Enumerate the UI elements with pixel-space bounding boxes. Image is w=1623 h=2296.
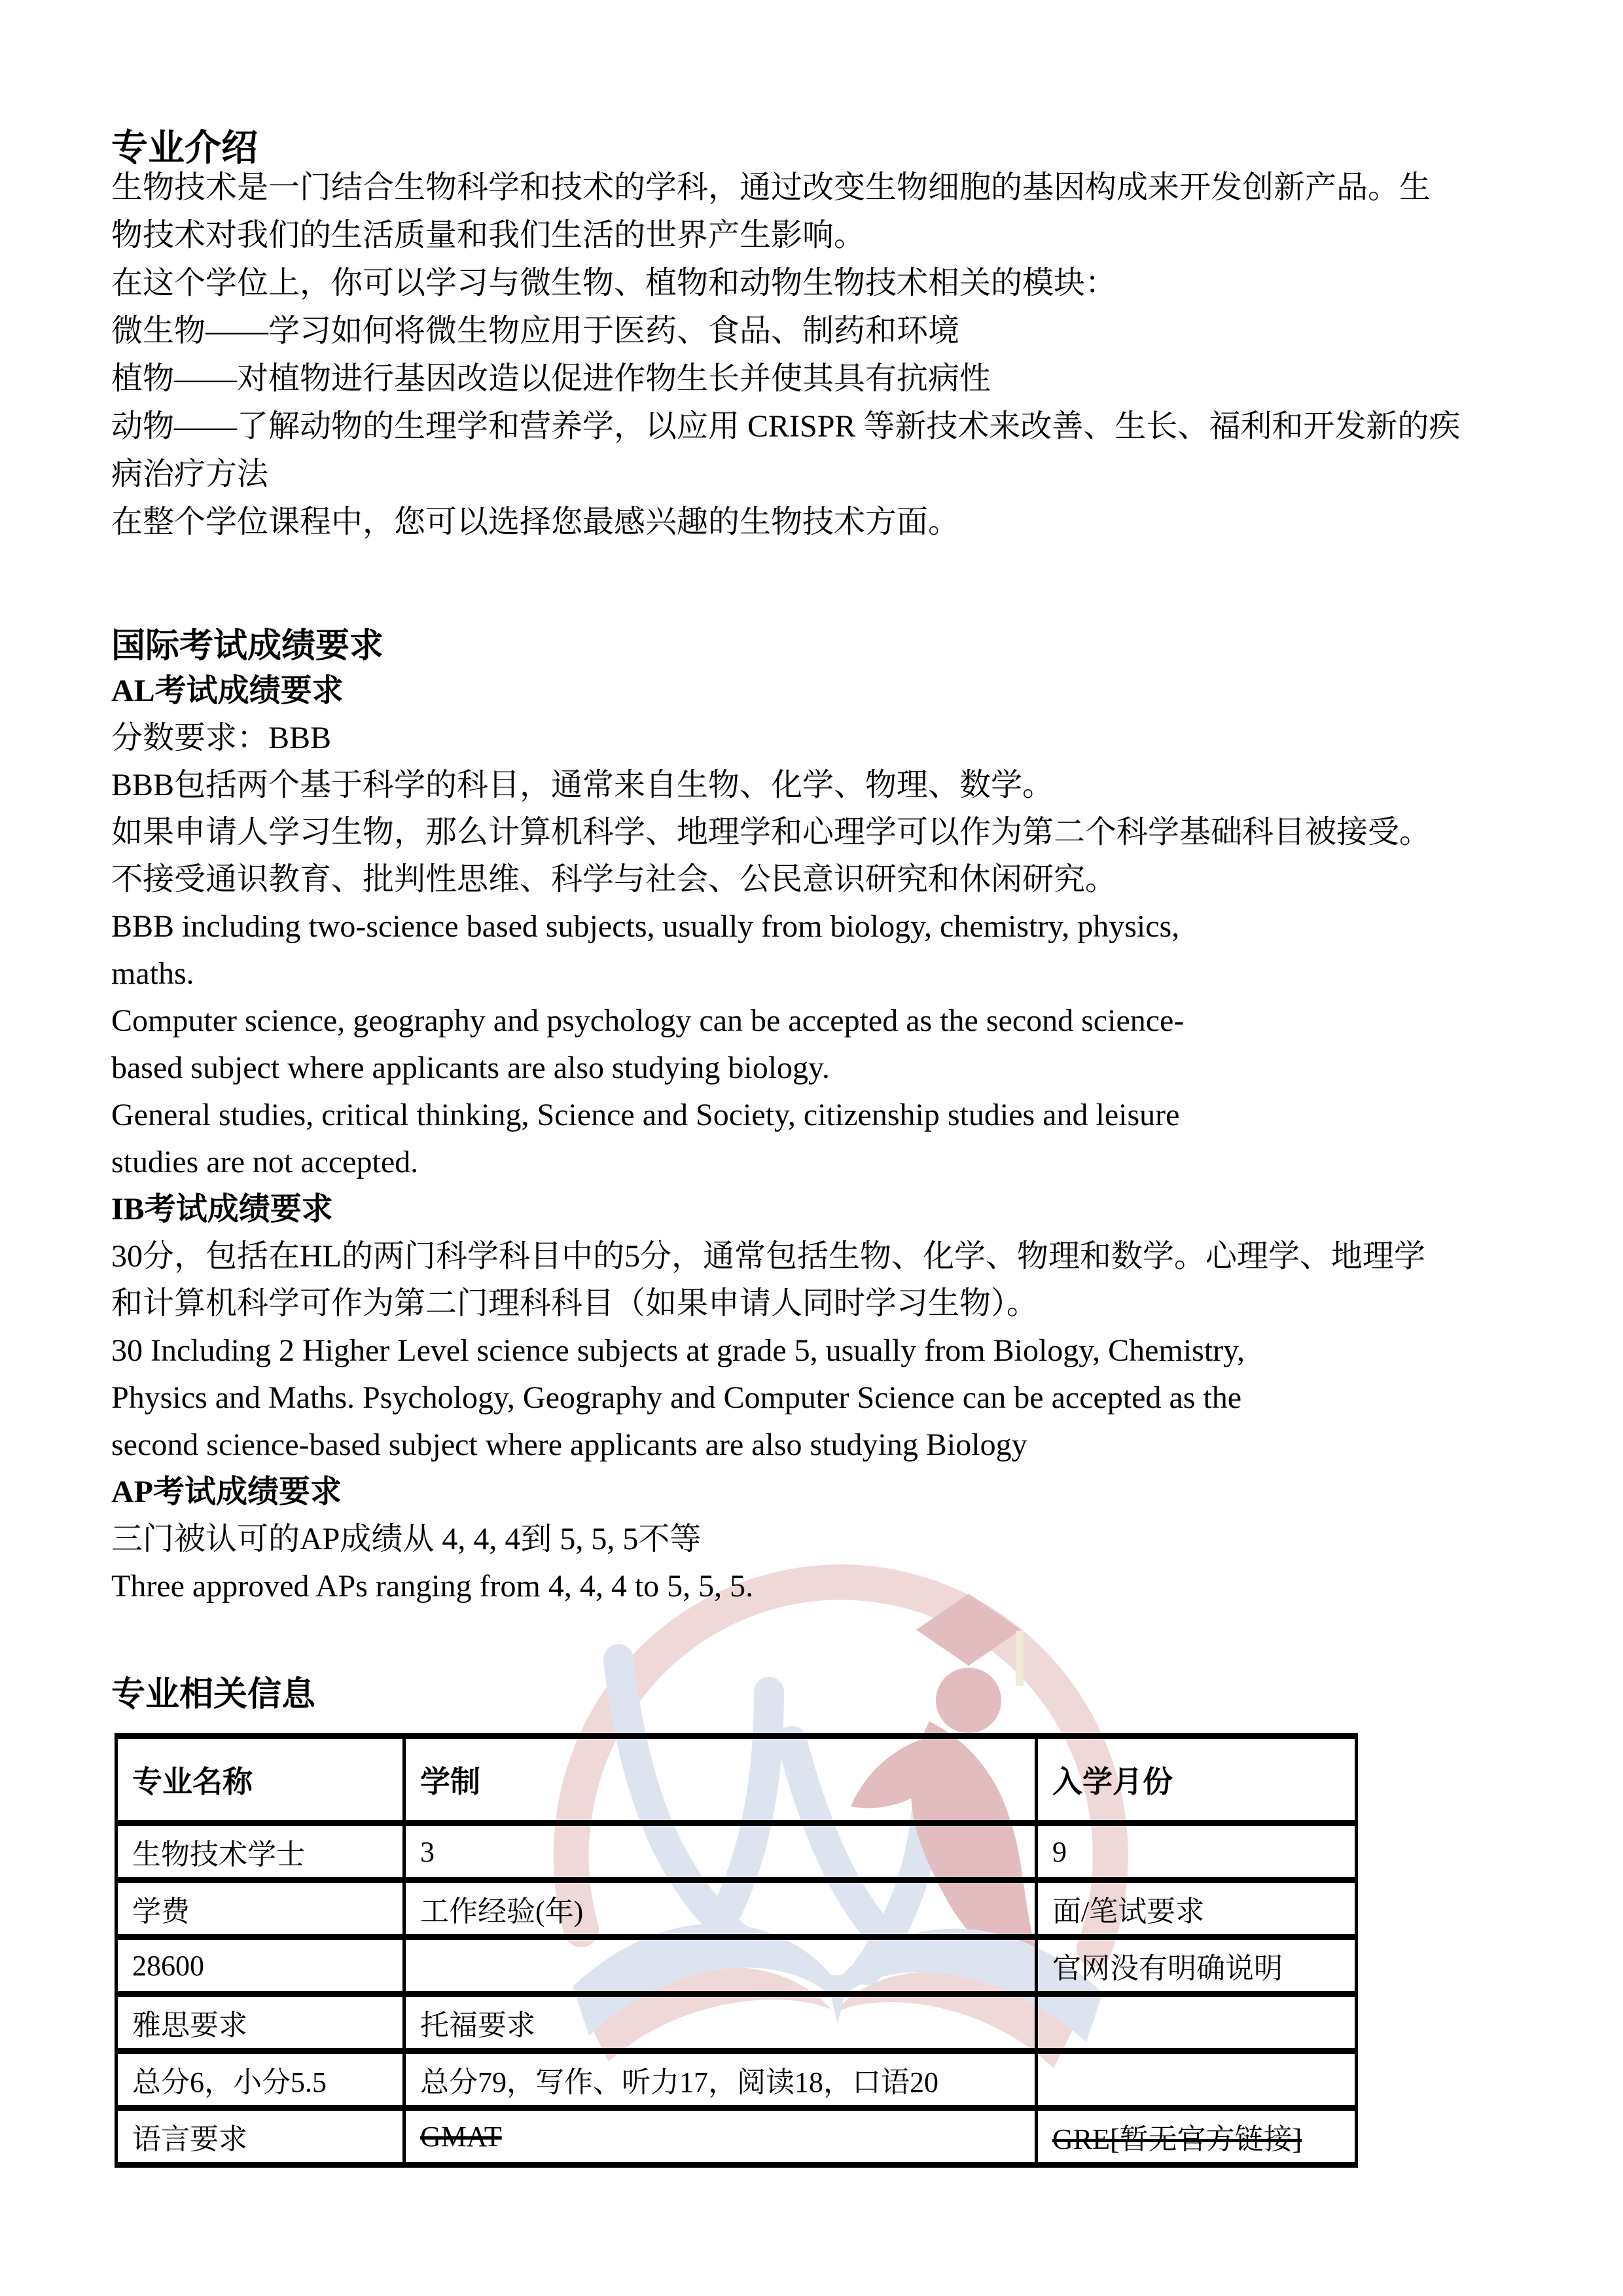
table-cell: 学费	[116, 1880, 404, 1937]
text-line: 病治疗方法	[111, 457, 269, 492]
table-cell: 官网没有明确说明	[1037, 1937, 1357, 1994]
text-line: Three approved APs ranging from 4, 4, 4 to 5, 5, 5.	[111, 1569, 754, 1604]
table-row	[116, 1880, 1357, 1937]
table-cell	[404, 1937, 1037, 1994]
table-cell: 工作经验(年)	[404, 1880, 1037, 1937]
program-info-table	[115, 1733, 1358, 2168]
table-body	[116, 1736, 1357, 2165]
text-line: 不接受通识教育、批判性思维、科学与社会、公民意识研究和休闲研究。	[111, 862, 1117, 897]
table-header-cell: 学制	[404, 1736, 1037, 1823]
section-title-intro: 专业介绍	[111, 128, 258, 169]
table-cell: 托福要求	[404, 1994, 1037, 2051]
text-line: Physics and Maths. Psychology, Geography and Computer Science can be accepted as the	[111, 1380, 1242, 1415]
text-line: 在这个学位上，你可以学习与微生物、植物和动物生物技术相关的模块：	[111, 266, 1117, 300]
text-line: BBB including two-science based subjects, usually from biology, chemistry, physics,	[111, 909, 1180, 944]
text-line: 物技术对我们的生活质量和我们生活的世界产生影响。	[111, 218, 866, 253]
table-cell: 雅思要求	[116, 1994, 404, 2051]
section-title-program-info: 专业相关信息	[111, 1676, 316, 1713]
text-line: maths.	[111, 956, 194, 991]
text-line: 三门被认可的AP成绩从 4, 4, 4到 5, 5, 5不等	[111, 1522, 702, 1556]
table-row	[116, 2108, 1357, 2165]
table-cell: GRE[暂无官方链接]	[1037, 2108, 1357, 2165]
table-row	[116, 1937, 1357, 1994]
table-row	[116, 2051, 1357, 2108]
text-line: 分数要求：BBB	[111, 721, 332, 755]
text-line: studies are not accepted.	[111, 1145, 419, 1179]
section-title-exam-requirements: 国际考试成绩要求	[111, 628, 384, 665]
table-cell	[1037, 2051, 1357, 2108]
text-line: 微生物——学习如何将微生物应用于医药、食品、制药和环境	[111, 314, 960, 348]
text-line: 动物——了解动物的生理学和营养学，以应用 CRISPR 等新技术来改善、生长、福利和开发新的疾	[111, 409, 1461, 444]
table-cell: GMAT	[404, 2108, 1037, 2165]
table-cell: 生物技术学士	[116, 1823, 404, 1880]
table-cell: 语言要求	[116, 2108, 404, 2165]
table-header-cell: 入学月份	[1037, 1736, 1357, 1823]
text-line: 30 Including 2 Higher Level science subjects at grade 5, usually from Biology, Chemistry,	[111, 1333, 1245, 1368]
text-line: 如果申请人学习生物，那么计算机科学、地理学和心理学可以作为第二个科学基础科目被接受。	[111, 815, 1431, 850]
text-line: AL考试成绩要求	[111, 673, 344, 708]
text-line: 生物技术是一门结合生物科学和技术的学科，通过改变生物细胞的基因构成来开发创新产品。生	[111, 170, 1431, 205]
exam-requirements-text	[111, 668, 1531, 1610]
text-line: based subject where applicants are also studying biology.	[111, 1050, 830, 1085]
intro-paragraph	[111, 164, 1531, 546]
table-header-cell: 专业名称	[116, 1736, 404, 1823]
text-line: General studies, critical thinking, Science and Society, citizenship studies and leisure	[111, 1098, 1180, 1132]
text-line: second science-based subject where applicants are also studying Biology	[111, 1427, 1027, 1462]
text-line: AP考试成绩要求	[111, 1475, 342, 1509]
text-line: 30分，包括在HL的两门科学科目中的5分，通常包括生物、化学、物理和数学。心理学、地理学	[111, 1239, 1425, 1274]
table-cell: 3	[404, 1823, 1037, 1880]
text-line: 在整个学位课程中，您可以选择您最感兴趣的生物技术方面。	[111, 505, 960, 539]
table-cell: 总分6，小分5.5	[116, 2051, 404, 2108]
table-header-row	[116, 1736, 1357, 1823]
table-row	[116, 1823, 1357, 1880]
table-cell: 总分79，写作、听力17，阅读18，口语20	[404, 2051, 1037, 2108]
text-line: 植物——对植物进行基因改造以促进作物生长并使其具有抗病性	[111, 361, 991, 396]
text-line: IB考试成绩要求	[111, 1192, 333, 1227]
text-line: Computer science, geography and psychology can be accepted as the second science-	[111, 1003, 1185, 1038]
table-cell: 28600	[116, 1937, 404, 1994]
text-line: BBB包括两个基于科学的科目，通常来自生物、化学、物理、数学。	[111, 768, 1054, 802]
table-cell	[1037, 1994, 1357, 2051]
table-cell: 面/笔试要求	[1037, 1880, 1357, 1937]
table-cell: 9	[1037, 1823, 1357, 1880]
table-row	[116, 1994, 1357, 2051]
text-line: 和计算机科学可作为第二门理科科目（如果申请人同时学习生物）。	[111, 1286, 1039, 1321]
tassel-shape	[1016, 1631, 1024, 1686]
